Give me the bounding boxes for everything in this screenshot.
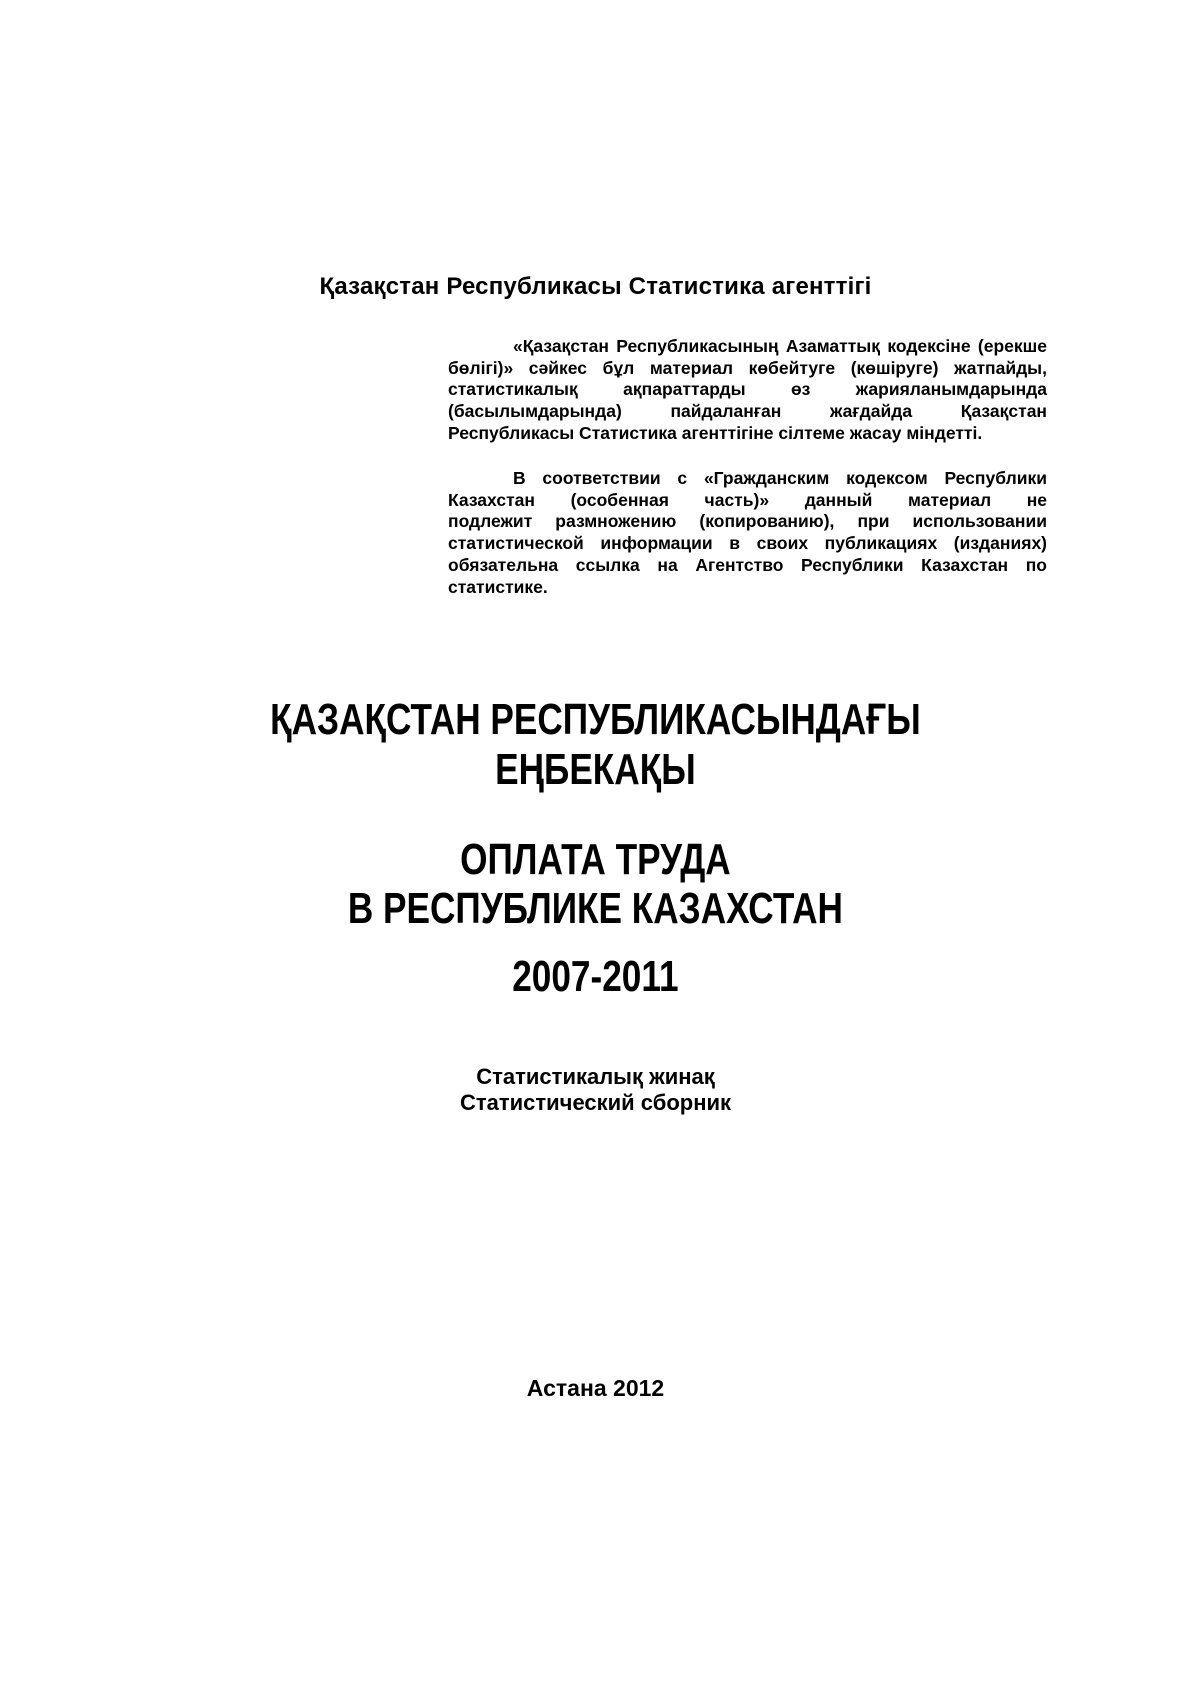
title-kazakh-line1: ҚАЗАҚСТАН РЕСПУБЛИКАСЫНДАҒЫ	[270, 695, 921, 744]
notice-line: бөлігі)» сәйкес бұл материал көбейтуге (көшіруге) жатпайды,	[448, 357, 1047, 378]
notice-line: Республикасы Статистика агенттігіне сілтеме жасау міндетті.	[448, 422, 983, 443]
notice-line: Казахстан (особенная часть)» данный материал не	[448, 489, 1047, 510]
imprint-city-year: Астана 2012	[526, 1375, 665, 1401]
copyright-notice-block	[448, 336, 1047, 598]
notice-line: В соответствии с «Гражданским кодексом Республики	[513, 468, 1047, 489]
notice-line: статистической информации в своих публикациях (изданиях)	[448, 533, 1047, 554]
title-russian	[119, 835, 1072, 933]
notice-line: статистикалық ақпараттарды өз жарияланымдарында	[448, 379, 1047, 400]
subtitle-kazakh: Статистикалық жинақ	[476, 1064, 715, 1089]
copyright-notice-russian	[448, 468, 1047, 598]
notice-line: статистике.	[448, 576, 548, 597]
notice-line: обязательна ссылка на Агентство Республики Казахстан по	[448, 554, 1047, 575]
subtitle-russian: Статистический сборник	[459, 1090, 732, 1115]
notice-line: «Қазақстан Республикасының Азаматтық кодексіне (ерекше	[513, 336, 1047, 356]
agency-header: Қазақстан Республикасы Статистика агенттігі	[319, 273, 872, 300]
title-kazakh-line2: ЕҢБЕКАҚЫ	[495, 745, 696, 794]
notice-line: (басылымдарында) пайдаланған жағдайда Қазақстан	[448, 401, 1047, 422]
subtitle-block	[0, 1064, 1191, 1116]
notice-line: подлежит размножению (копированию), при использовании	[448, 511, 1047, 532]
title-kazakh	[119, 695, 1072, 795]
title-russian-line1: ОПЛАТА ТРУДА	[460, 835, 731, 884]
title-russian-line2: В РЕСПУБЛИКЕ КАЗАХСТАН	[347, 884, 843, 933]
copyright-notice-kazakh	[448, 336, 1047, 445]
title-years: 2007-2011	[512, 952, 679, 1001]
